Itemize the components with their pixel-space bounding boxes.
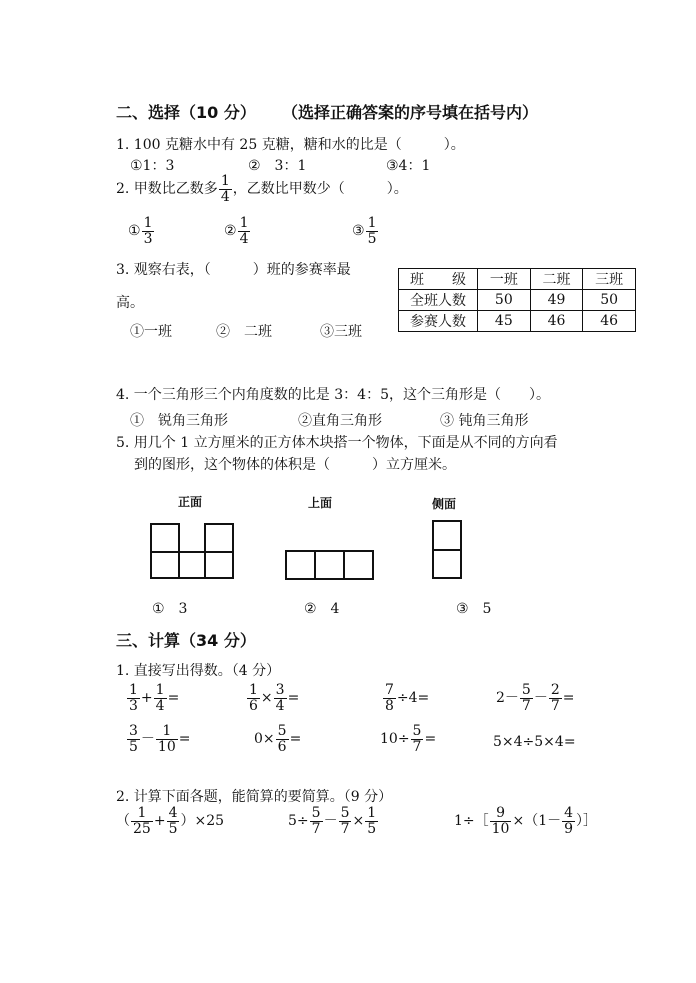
cube-square — [204, 523, 234, 553]
q1-text: 1. 100 克糖水中有 25 克糖，糖和水的比是（ ）。 — [116, 137, 465, 153]
table-cell: 50 — [583, 290, 636, 311]
cube-square — [285, 550, 316, 580]
q3-line1: 3. 观察右表，（ ）班的参赛率最 — [116, 262, 351, 278]
q4-text: 4. 一个三角形三个内角度数的比是 3：4：5，这个三角形是（ ）。 — [116, 387, 550, 403]
calc1-expr-8: 5×4÷5×4= — [493, 734, 576, 750]
cube-square — [178, 551, 206, 579]
section3-title: 三、计算（34 分） — [116, 631, 256, 650]
cube-square — [150, 551, 180, 579]
front-view-label: 正面 — [178, 495, 203, 509]
table-row — [399, 311, 636, 332]
q5-line2: 到的图形，这个物体的体积是（ ）立方厘米。 — [134, 457, 456, 473]
q2-line — [116, 174, 408, 204]
table-header-cell: 三班 — [583, 269, 636, 290]
cube-square — [150, 523, 180, 553]
calc2-expr-1: （ $\frac{1}{25}$ + $\frac{4}{5}$ ）×25 — [116, 805, 225, 837]
table-cell: 46 — [583, 311, 636, 332]
q2-fraction: $\frac{1}{4}$ — [220, 173, 230, 205]
table-cell: 45 — [478, 311, 531, 332]
q3-option-3: ③三班 — [320, 324, 362, 340]
q3-option-2: ② 二班 — [216, 324, 272, 340]
calc1-expr-2: $\frac{1}{6}$ × $\frac{3}{4}$ = — [249, 682, 300, 714]
table-cell: 参赛人数 — [399, 311, 478, 332]
q2-pre: 2. 甲数比乙数多 — [116, 181, 218, 198]
calc1-expr-7: 10÷ $\frac{5}{7}$ = — [380, 723, 437, 755]
q1-option-2: ② 3：1 — [248, 158, 307, 174]
q5-line1: 5. 用几个 1 立方厘米的正方体木块搭一个物体，下面是从不同的方向看 — [116, 435, 558, 451]
calc1-expr-1: $\frac{1}{3}$ + $\frac{1}{4}$ = — [129, 682, 180, 714]
cube-square — [432, 549, 462, 579]
q5-option-2: ② 4 — [304, 601, 340, 617]
q4-option-2: ②直角三角形 — [298, 413, 382, 429]
calc2-heading: 2. 计算下面各题，能简算的要简算。（9 分） — [116, 789, 393, 805]
calc1-heading: 1. 直接写出得数。（4 分） — [116, 663, 281, 679]
q5-option-3: ③ 5 — [456, 601, 492, 617]
calc2-expr-2: 5÷ $\frac{5}{7}$ － $\frac{5}{7}$ × $\frac{1}{5}$ — [288, 805, 377, 837]
cube-square — [432, 520, 462, 551]
table-header-cell: 二班 — [530, 269, 583, 290]
section2-title: 二、选择（10 分） — [116, 103, 256, 122]
table-cell: 全班人数 — [399, 290, 478, 311]
table-row — [399, 290, 636, 311]
table-cell: 46 — [530, 311, 583, 332]
calc1-expr-4: 2－ $\frac{5}{7}$ － $\frac{2}{7}$ = — [496, 682, 575, 714]
table-cell: 49 — [530, 290, 583, 311]
side-view-figure — [432, 520, 462, 579]
q1-option-3: ③4：1 — [386, 158, 431, 174]
calc1-expr-5: $\frac{3}{5}$ － $\frac{1}{10}$ = — [129, 723, 191, 755]
q1-option-1: ①1：3 — [130, 158, 175, 174]
q5-option-1: ① 3 — [152, 601, 188, 617]
top-view-figure — [285, 550, 374, 580]
table-cell: 50 — [478, 290, 531, 311]
table-header-row — [399, 269, 636, 290]
calc1-expr-3: $\frac{7}{8}$ ÷4= — [385, 682, 430, 714]
front-view-figure — [150, 523, 234, 579]
q3-option-1: ①一班 — [130, 324, 172, 340]
q4-option-1: ① 锐角三角形 — [130, 413, 228, 429]
calc1-expr-6: 0× $\frac{5}{6}$ = — [254, 723, 302, 755]
q3-line2: 高。 — [116, 295, 144, 311]
q2-post: ，乙数比甲数少（ ）。 — [232, 181, 408, 198]
table-header-cell: 班 级 — [399, 269, 478, 290]
cube-square — [314, 550, 345, 580]
side-view-label: 侧面 — [432, 497, 457, 511]
cube-square — [343, 550, 374, 580]
calc2-expr-3: 1÷［ $\frac{9}{10}$ ×（1－ $\frac{4}{9}$ ）］ — [454, 805, 598, 837]
cube-square — [204, 551, 234, 579]
section2-note: （选择正确答案的序号填在括号内） — [282, 103, 539, 122]
q2-option-2: ② $\frac{1}{4}$ — [224, 215, 249, 247]
q2-option-1: ① $\frac{1}{3}$ — [128, 215, 153, 247]
top-view-label: 上面 — [308, 496, 333, 510]
q2-option-3: ③ $\frac{1}{5}$ — [352, 215, 377, 247]
table-header-cell: 一班 — [478, 269, 531, 290]
q4-option-3: ③ 钝角三角形 — [440, 413, 529, 429]
participation-table — [398, 268, 636, 332]
